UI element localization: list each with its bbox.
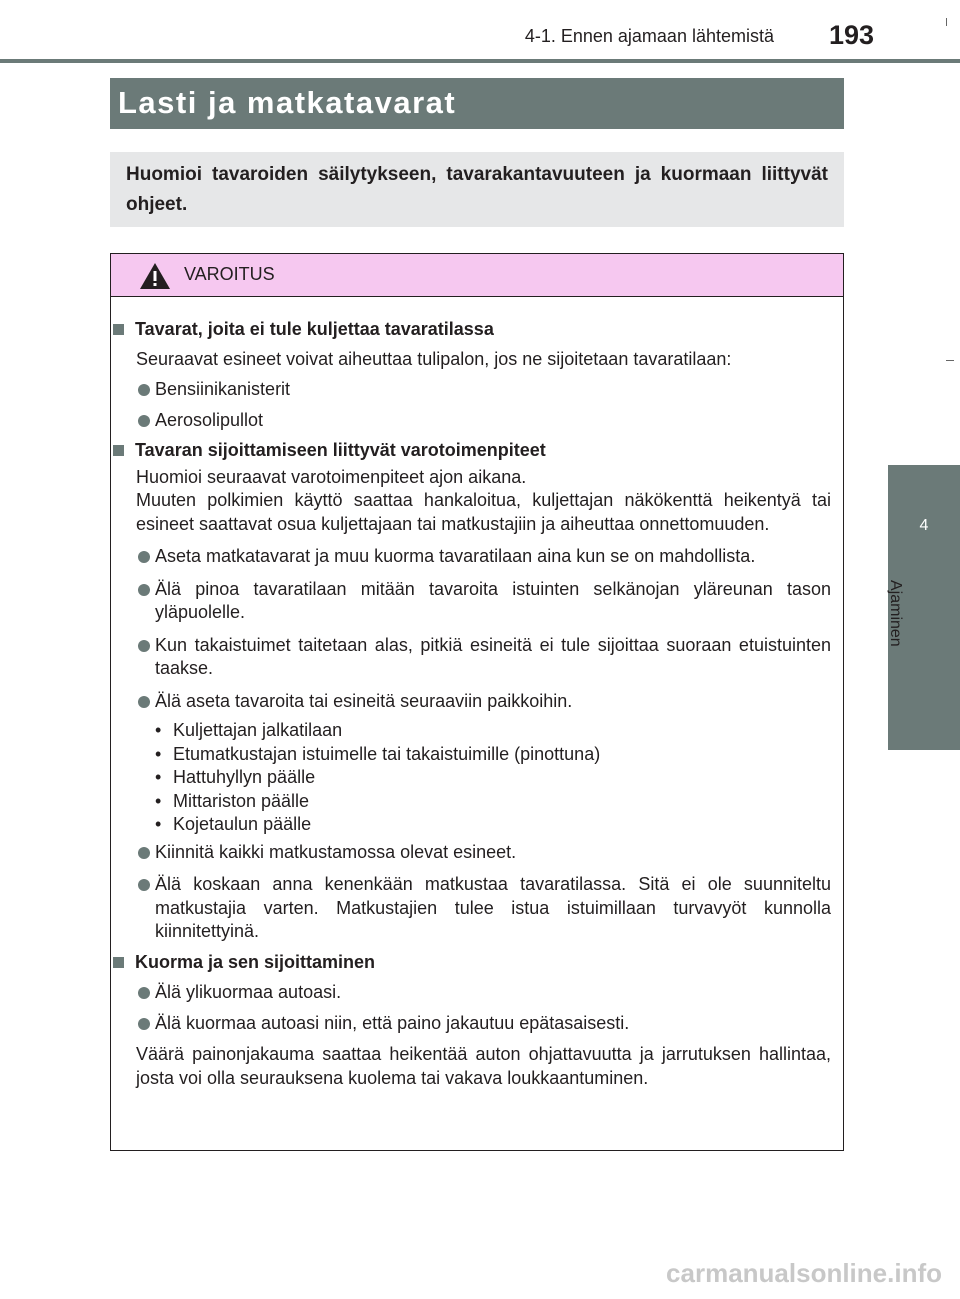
warning-label: VAROITUS xyxy=(184,264,275,284)
chapter-number: 4 xyxy=(919,517,929,534)
section-heading-text: Tavarat, joita ei tule kuljettaa tavaratilassa xyxy=(135,319,494,339)
square-bullet-icon xyxy=(113,318,127,342)
list-item xyxy=(136,873,831,944)
section-heading xyxy=(111,439,831,463)
list-item-text: Älä aseta tavaroita tai esineitä seuraaviin paikkoihin. xyxy=(155,690,573,711)
list-item xyxy=(136,545,831,569)
round-bullet-icon xyxy=(136,1012,155,1036)
list-item xyxy=(136,841,831,865)
section-heading-text: Kuorma ja sen sijoittaminen xyxy=(135,951,376,972)
list-item-text: Älä pinoa tavaratilaan mitään tavaroita istuinten selkänojan yläreunan tason yläpuolelle. xyxy=(155,578,831,622)
section-heading xyxy=(111,951,831,975)
warning-triangle-icon xyxy=(139,262,171,290)
sub-list-item-text: Kojetaulun päälle xyxy=(173,814,312,834)
page-number: 193 xyxy=(828,20,874,50)
warning-box xyxy=(110,253,844,1151)
list-item-text: Aerosolipullot xyxy=(155,409,264,430)
watermark: carmanualsonline.info xyxy=(666,1258,942,1288)
sub-list-item-text: Etumatkustajan istuimelle tai takaistuimille (pinottuna) xyxy=(173,743,601,764)
sub-bullet: • xyxy=(155,743,162,764)
list-item-text: Kiinnitä kaikki matkustamossa olevat esineet. xyxy=(155,841,517,862)
sub-bullet: • xyxy=(155,720,162,740)
round-bullet-icon xyxy=(136,981,155,1005)
list-item-text: Aseta matkatavarat ja muu kuorma tavaratilaan aina kun se on mahdollista. xyxy=(155,546,756,566)
section-heading xyxy=(111,318,831,342)
list-item xyxy=(136,981,831,1005)
round-bullet-icon xyxy=(136,409,155,433)
section-title: Lasti ja matkatavarat xyxy=(110,78,844,129)
sub-list-item-text: Hattuhyllyn päälle xyxy=(173,767,316,787)
list-item xyxy=(136,1012,831,1036)
list-item xyxy=(136,378,831,402)
sub-list-item xyxy=(155,766,831,790)
sub-bullet: • xyxy=(155,814,162,834)
round-bullet-icon xyxy=(136,841,155,865)
warning-header xyxy=(111,254,843,297)
square-bullet-icon xyxy=(113,951,127,975)
header-title: 4-1. Ennen ajamaan lähtemistä xyxy=(524,26,774,46)
list-item xyxy=(136,578,831,625)
section-heading-text: Tavaran sijoittamiseen liittyvät varotoimenpiteet xyxy=(135,440,546,460)
round-bullet-icon xyxy=(136,378,155,402)
list-item-text: Älä koskaan anna kenenkään matkustaa tavaratilassa. Sitä ei ole suunniteltu matkustajia varten. Matkustajien tulee istua istuimillaan turvavyöt kunnolla kiinnitettyinä. xyxy=(155,874,831,941)
sub-list xyxy=(155,719,831,837)
sub-list-item xyxy=(155,743,831,767)
list-item xyxy=(136,634,831,681)
sub-bullet: • xyxy=(155,790,162,811)
square-bullet-icon xyxy=(113,439,127,463)
list-item-text: Kun takaistuimet taitetaan alas, pitkiä esineitä ei tule sijoittaa suoraan etuistuinten taakse. xyxy=(155,634,831,678)
round-bullet-icon xyxy=(136,690,155,714)
list-item xyxy=(136,409,831,433)
round-bullet-icon xyxy=(136,634,155,681)
round-bullet-icon xyxy=(136,578,155,625)
sub-list-item xyxy=(155,790,831,814)
round-bullet-icon xyxy=(136,545,155,569)
warning-body xyxy=(111,297,843,1090)
list-item-text: Bensiinikanisterit xyxy=(155,379,291,399)
sub-list-item xyxy=(155,719,831,743)
list-item-text: Älä ylikuormaa autoasi. xyxy=(155,982,342,1002)
crop-mark xyxy=(946,360,954,361)
list-item xyxy=(136,690,831,714)
paragraph: Huomioi seuraavat varotoimenpiteet ajon aikana. Muuten polkimien käyttö saattaa hankaloitua, kuljettajan näkökenttä heikentyä tai esineet saattavat osua kuljettajaan tai matkustajiin ja aiheuttaa onnettomuuden. xyxy=(136,466,831,534)
sub-list-item-text: Kuljettajan jalkatilaan xyxy=(173,720,343,740)
sub-bullet: • xyxy=(155,767,162,787)
crop-mark xyxy=(946,18,947,26)
round-bullet-icon xyxy=(136,873,155,944)
sub-list-item-text: Mittariston päälle xyxy=(173,790,310,811)
paragraph: Väärä painonjakauma saattaa heikentää auton ohjattavuutta ja jarrutuksen hallintaa, josta voi olla seurauksena kuolema tai vakava loukkaantuminen. xyxy=(136,1044,831,1088)
paragraph: Seuraavat esineet voivat aiheuttaa tulipalon, jos ne sijoitetaan tavaratilaan: xyxy=(136,348,732,369)
header-rule xyxy=(0,59,960,63)
list-item-text: Älä kuormaa autoasi niin, että paino jakautuu epätasaisesti. xyxy=(155,1012,630,1033)
intro-box: Huomioi tavaroiden säilytykseen, tavarakantavuuteen ja kuormaan liittyvät ohjeet. xyxy=(110,152,844,227)
chapter-label: Ajaminen xyxy=(887,580,904,647)
sub-list-item xyxy=(155,813,831,837)
